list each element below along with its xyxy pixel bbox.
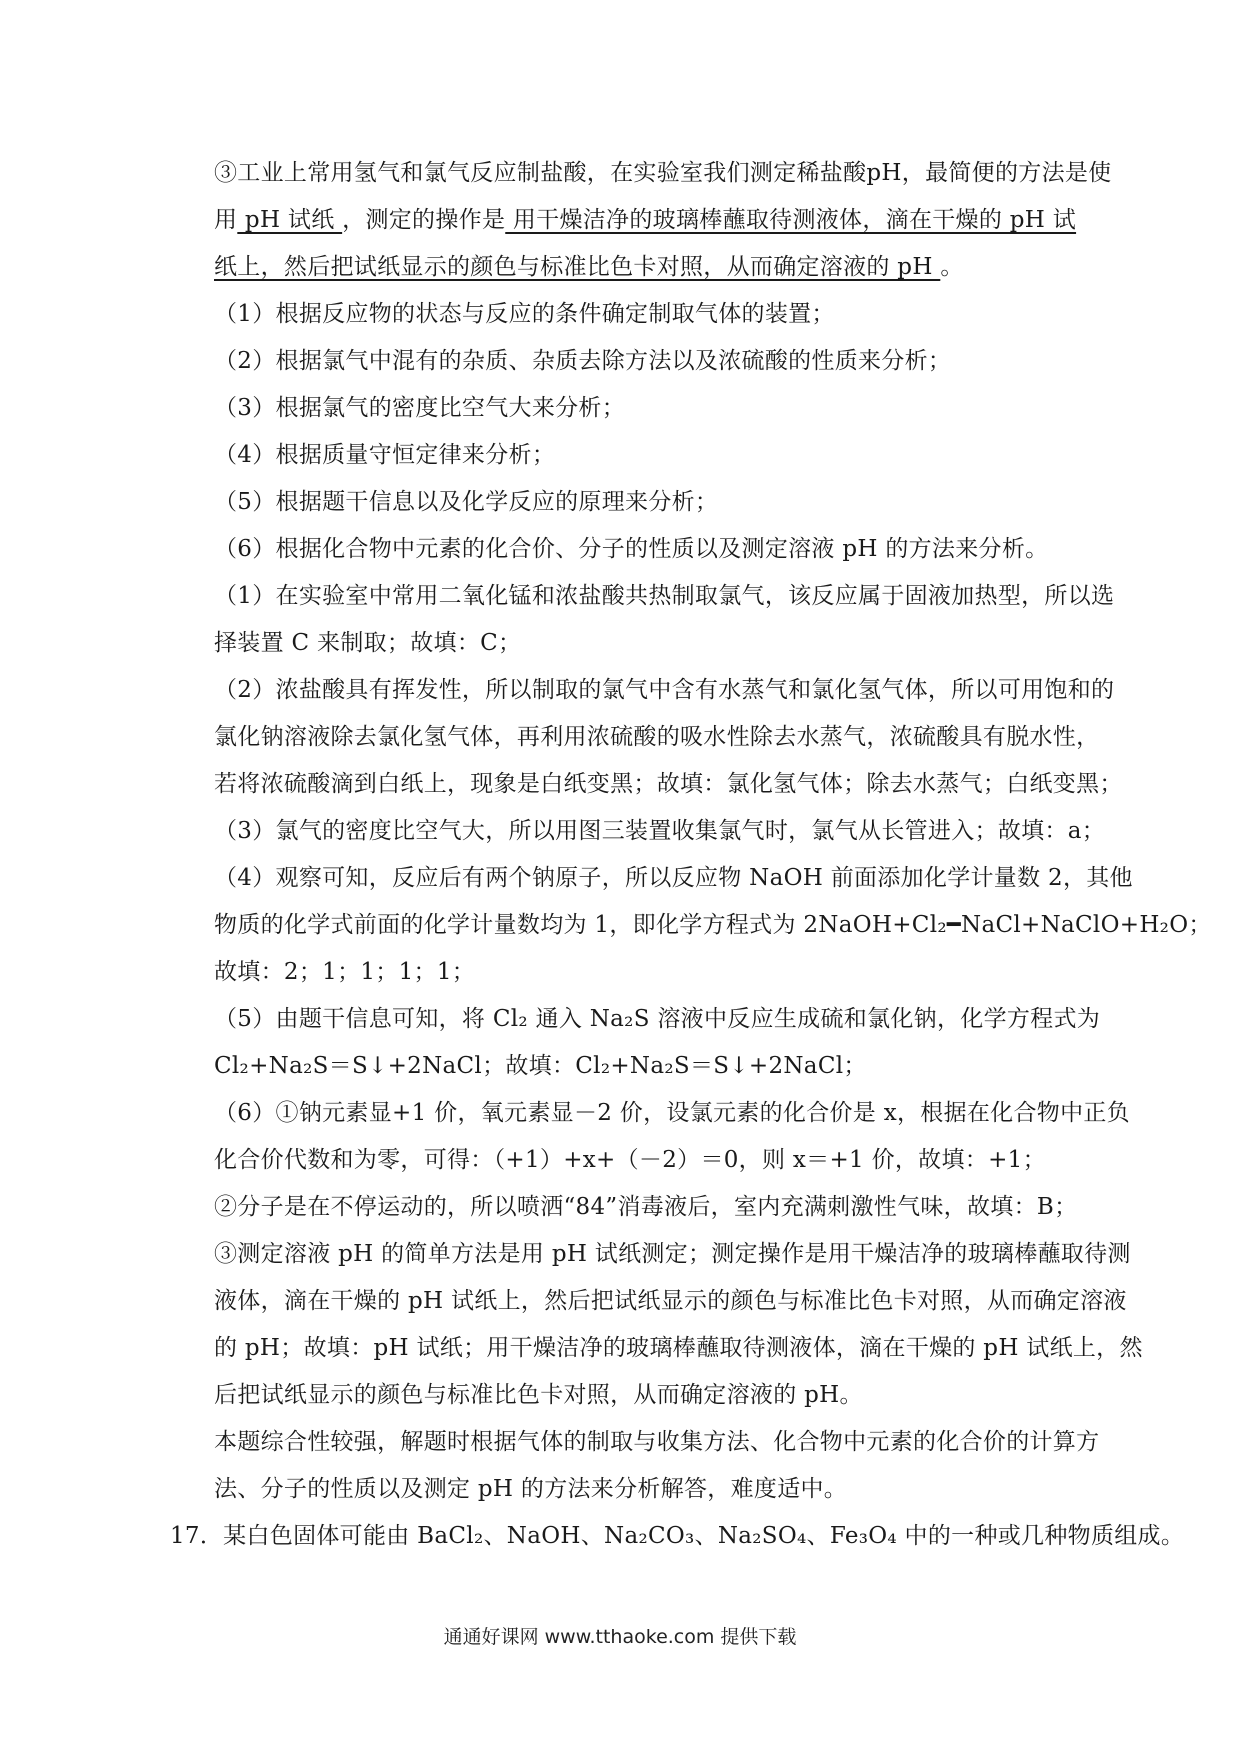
solution-line-14: ②分子是在不停运动的，所以喷洒“84”消毒液后，室内充满刺激性气味，故填：B； (214, 1194, 1078, 1220)
solution-line-4: 氯化钠溶液除去氯化氢气体，再利用浓硫酸的吸水性除去水蒸气，浓硫酸具有脱水性， (214, 724, 1100, 750)
solution-line-11: Cl₂+Na₂S＝S↓+2NaCl；故填：Cl₂+Na₂S＝S↓+2NaCl； (214, 1053, 867, 1079)
page-footer: 通通好课网 www.tthaoke.com 提供下载 (443, 1626, 797, 1648)
solution-line-12: （6）①钠元素显+1 价，氧元素显－2 价，设氯元素的化合价是 x，根据在化合物中正负 (214, 1100, 1130, 1126)
analysis-line-4: （4）根据质量守恒定律来分析； (214, 442, 556, 468)
analysis-line-2: （2）根据氯气中混有的杂质、杂质去除方法以及浓硫酸的性质来分析； (214, 348, 952, 374)
analysis-line-1: （1）根据反应物的状态与反应的条件确定制取气体的装置； (214, 301, 835, 327)
solution-line-1: （1）在实验室中常用二氧化锰和浓盐酸共热制取氯气，该反应属于固液加热型，所以选 (214, 583, 1115, 609)
solution-line-8: 物质的化学式前面的化学计量数均为 1，即化学方程式为 2NaOH+Cl₂━NaCl+NaClO+H₂O； (214, 912, 1212, 938)
question-17: 17．某白色固体可能由 BaCl₂、NaOH、Na₂CO₃、Na₂SO₄、Fe₃O₄ 中的一种或几种物质组成。 (170, 1523, 1185, 1549)
blank-answer-procedure-part2: 纸上，然后把试纸显示的颜色与标准比色卡对照，从而确定溶液的 pH (214, 254, 941, 280)
answer-line-2-middle: ，测定的操作是 (342, 207, 506, 233)
answer-line-2 (214, 205, 1077, 235)
solution-line-5: 若将浓硫酸滴到白纸上，现象是白纸变黑；故填：氯化氢气体；除去水蒸气；白纸变黑； (214, 771, 1123, 797)
blank-answer-procedure-part1: 用干燥洁净的玻璃棒蘸取待测液体，滴在干燥的 pH 试 (505, 207, 1077, 233)
solution-line-9: 故填：2；1；1；1；1； (214, 959, 476, 985)
analysis-line-5: （5）根据题干信息以及化学反应的原理来分析； (214, 489, 719, 515)
blank-answer-ph-paper: pH 试纸 (237, 207, 343, 233)
answer-line-1: ③工业上常用氢气和氯气反应制盐酸，在实验室我们测定稀盐酸pH，最简便的方法是使 (214, 160, 1112, 186)
solution-line-3: （2）浓盐酸具有挥发性，所以制取的氯气中含有水蒸气和氯化氢气体，所以可用饱和的 (214, 677, 1115, 703)
analysis-line-3: （3）根据氯气的密度比空气大来分析； (214, 395, 626, 421)
solution-line-6: （3）氯气的密度比空气大，所以用图三装置收集氯气时，氯气从长管进入；故填：a； (214, 818, 1106, 844)
answer-line-2-prefix: 用 (214, 207, 238, 233)
answer-line-3-end: 。 (940, 254, 964, 280)
solution-line-17: 的 pH；故填：pH 试纸；用干燥洁净的玻璃棒蘸取待测液体，滴在干燥的 pH 试纸上，然 (214, 1335, 1143, 1361)
solution-line-10: （5）由题干信息可知，将 Cl₂ 通入 Na₂S 溶液中反应生成硫和氯化钠，化学方程式为 (214, 1006, 1101, 1032)
solution-line-2: 择装置 C 来制取；故填：C； (214, 630, 522, 656)
comment-line-2: 法、分子的性质以及测定 pH 的方法来分析解答，难度适中。 (214, 1476, 848, 1502)
solution-line-16: 液体，滴在干燥的 pH 试纸上，然后把试纸显示的颜色与标准比色卡对照，从而确定溶液 (214, 1288, 1127, 1314)
comment-line-1: 本题综合性较强，解题时根据气体的制取与收集方法、化合物中元素的化合价的计算方 (214, 1429, 1100, 1455)
analysis-line-6: （6）根据化合物中元素的化合价、分子的性质以及测定溶液 pH 的方法来分析。 (214, 536, 1049, 562)
solution-line-18: 后把试纸显示的颜色与标准比色卡对照，从而确定溶液的 pH。 (214, 1382, 863, 1408)
answer-line-3 (214, 252, 1054, 282)
solution-line-15: ③测定溶液 pH 的简单方法是用 pH 试纸测定；测定操作是用干燥洁净的玻璃棒蘸取待测 (214, 1241, 1131, 1267)
solution-line-13: 化合价代数和为零，可得：（+1）+x+（－2）＝0，则 x＝+1 价，故填：+1； (214, 1147, 1046, 1173)
solution-line-7: （4）观察可知，反应后有两个钠原子，所以反应物 NaOH 前面添加化学计量数 2，其他 (214, 865, 1133, 891)
